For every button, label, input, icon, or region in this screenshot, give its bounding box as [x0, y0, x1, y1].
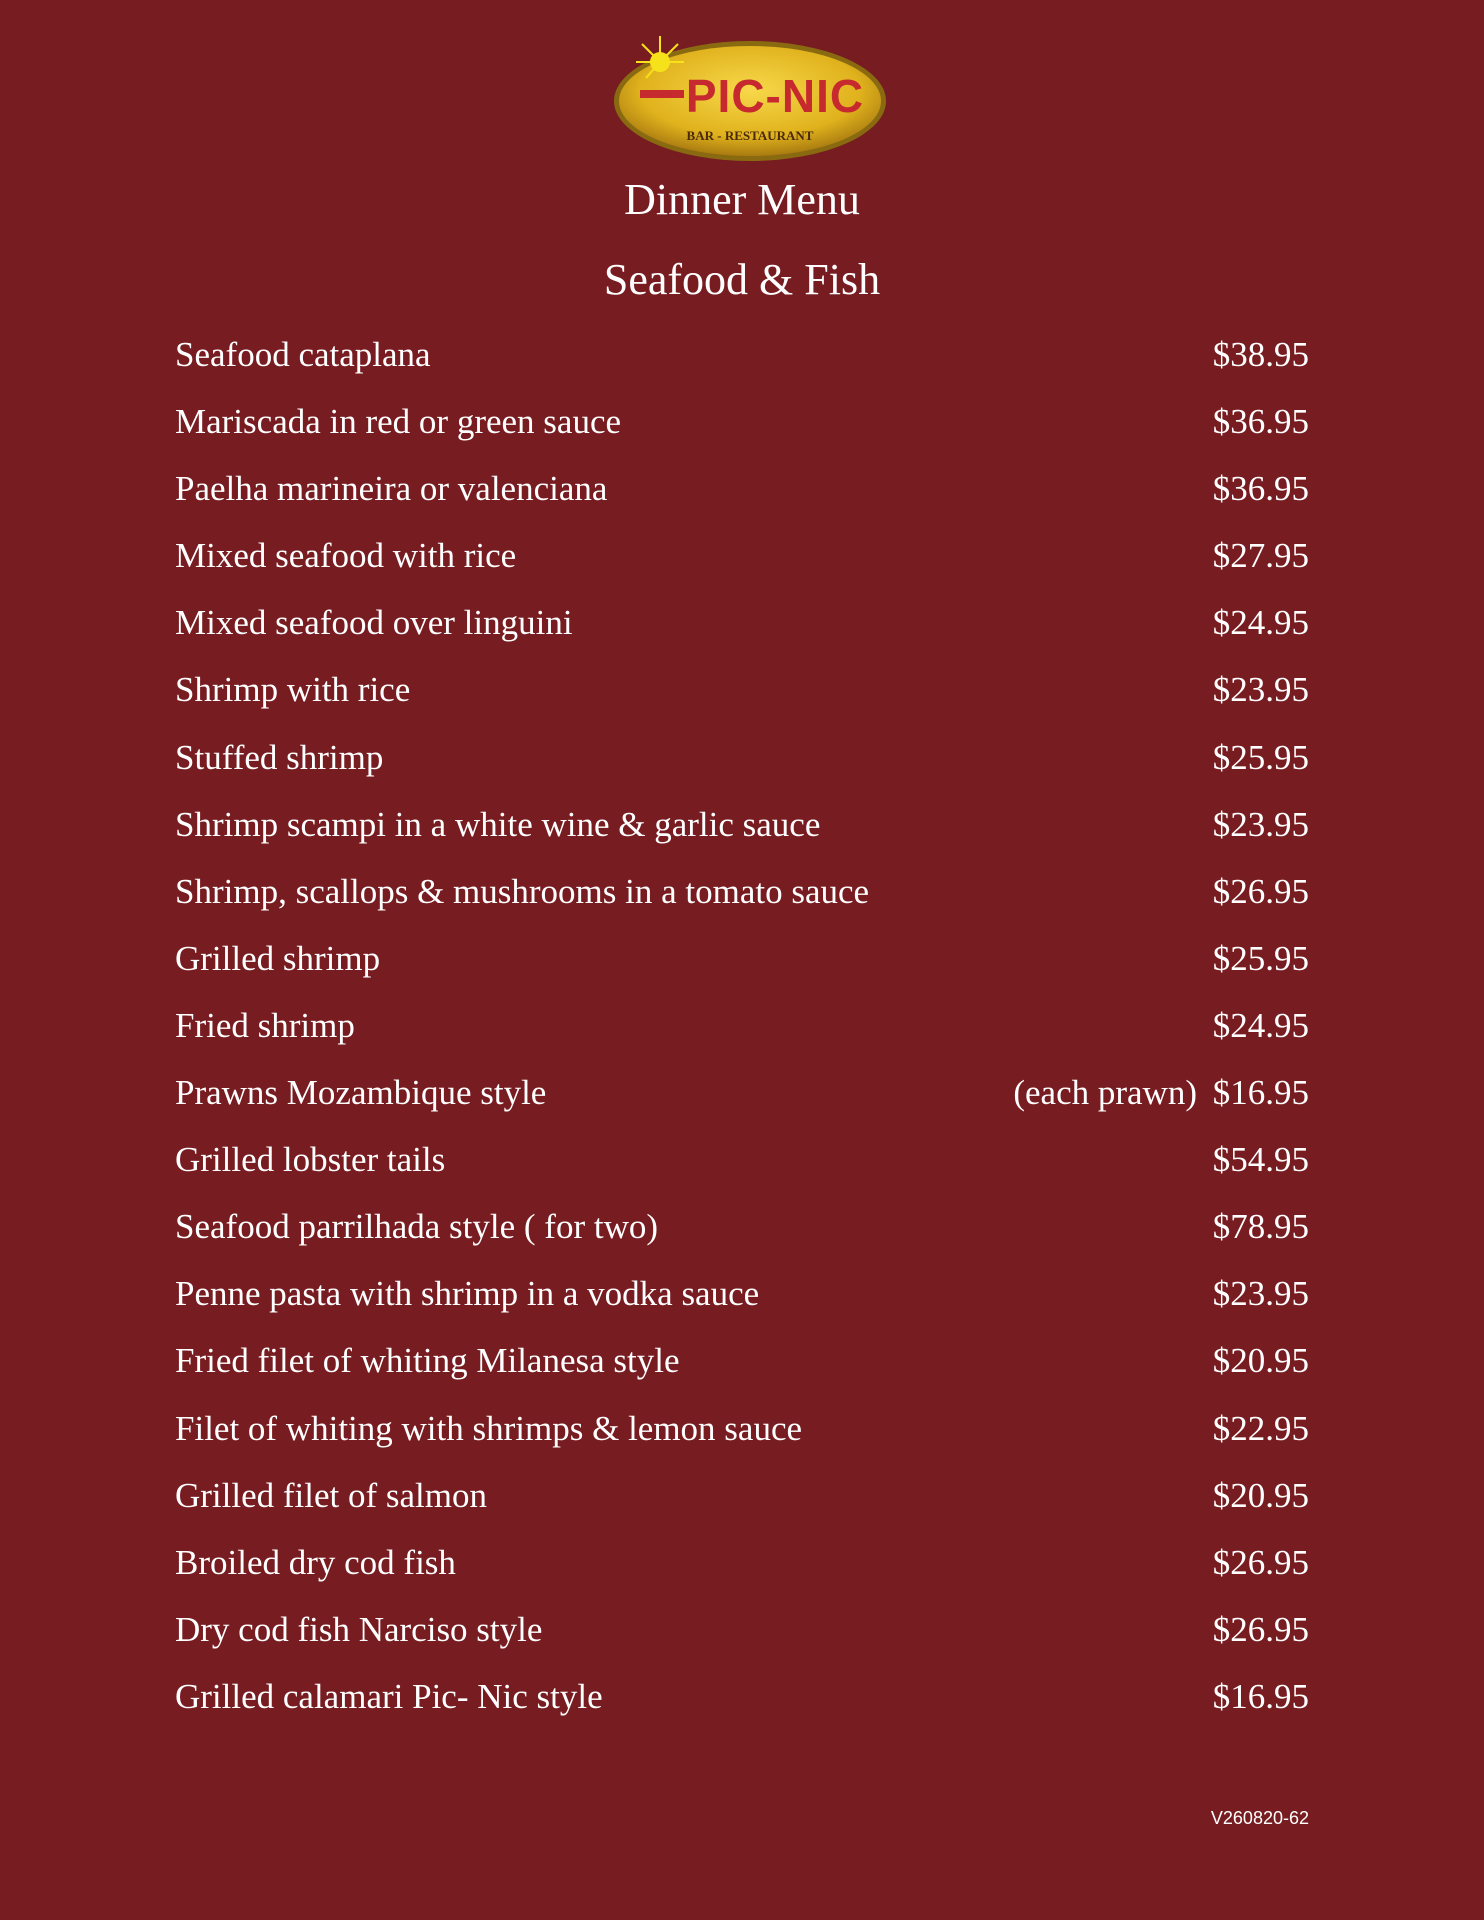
menu-item-price: $20.95 [1212, 1341, 1309, 1381]
menu-item-price: $22.95 [1212, 1408, 1309, 1448]
menu-item-price: $16.95 [1212, 1073, 1309, 1113]
menu-item-price: $25.95 [1212, 737, 1309, 777]
menu-item-name: Grilled shrimp [175, 938, 381, 978]
menu-item [175, 1406, 1309, 1473]
menu-item-name: Fried shrimp [175, 1005, 355, 1045]
menu-item-name: Filet of whiting with shrimps & lemon sauce [175, 1408, 803, 1448]
menu-item-name: Mixed seafood with rice [175, 536, 517, 576]
menu-item-name: Broiled dry cod fish [175, 1542, 456, 1582]
menu-item-name: Seafood cataplana [175, 335, 431, 374]
menu-item [175, 600, 1309, 667]
menu-item [175, 802, 1309, 869]
menu-item [175, 1674, 1309, 1741]
menu-item [175, 466, 1309, 533]
menu-item-price: $78.95 [1212, 1207, 1309, 1247]
menu-item [175, 667, 1309, 734]
menu-item-name: Shrimp, scallops & mushrooms in a tomato sauce [175, 871, 870, 911]
menu-item [175, 533, 1309, 600]
menu-item [175, 1607, 1309, 1674]
menu-item-price: $23.95 [1212, 1274, 1309, 1314]
version-code: V260820-62 [1210, 1808, 1309, 1828]
menu-item-name: Shrimp scampi in a white wine & garlic sauce [175, 804, 821, 844]
menu-item-price: $16.95 [1212, 1676, 1309, 1716]
menu-item-price: $26.95 [1212, 1542, 1309, 1582]
menu-item-name: Grilled lobster tails [175, 1140, 446, 1180]
menu-item-name: Shrimp with rice [175, 670, 411, 710]
menu-item-price: $26.95 [1212, 871, 1309, 911]
menu-item-price: $27.95 [1212, 536, 1309, 576]
menu-item [175, 1003, 1309, 1070]
menu-item [175, 1137, 1309, 1204]
menu-item-price: $23.95 [1212, 804, 1309, 844]
menu-list [175, 332, 1309, 1741]
menu-item-price: $24.95 [1212, 1005, 1309, 1045]
page-title: Dinner Menu [624, 175, 860, 224]
menu-item-price: $25.95 [1212, 938, 1309, 978]
menu-item [175, 936, 1309, 1003]
menu-item-name: Paelha marineira or valenciana [175, 469, 608, 509]
menu-item-name: Prawns Mozambique style [175, 1073, 547, 1113]
menu-item-price: $38.95 [1212, 335, 1309, 374]
menu-item-price: $36.95 [1212, 469, 1309, 509]
menu-item-name: Seafood parrilhada style ( for two) [175, 1207, 659, 1247]
menu-item [175, 1070, 1309, 1137]
menu-item-note: (each prawn) [1013, 1073, 1197, 1113]
menu-item-price: $24.95 [1212, 603, 1309, 643]
menu-item [175, 1204, 1309, 1271]
restaurant-logo [600, 26, 900, 166]
menu-item [175, 1540, 1309, 1607]
menu-item-name: Penne pasta with shrimp in a vodka sauce [175, 1274, 760, 1314]
menu-item [175, 332, 1309, 399]
menu-item-price: $36.95 [1212, 402, 1309, 442]
menu-item-name: Grilled calamari Pic- Nic style [175, 1676, 603, 1716]
menu-item-name: Mariscada in red or green sauce [175, 402, 622, 442]
menu-item [175, 399, 1309, 466]
section-title: Seafood & Fish [603, 255, 881, 304]
menu-item [175, 1473, 1309, 1540]
menu-item-price: $54.95 [1212, 1140, 1309, 1180]
menu-item-name: Fried filet of whiting Milanesa style [175, 1341, 680, 1381]
svg-text:PIC-NIC: PIC-NIC [685, 70, 865, 122]
menu-item-name: Mixed seafood over linguini [175, 603, 573, 643]
menu-item [175, 869, 1309, 936]
menu-item [175, 1271, 1309, 1338]
menu-item [175, 1338, 1309, 1405]
menu-item-price: $23.95 [1212, 670, 1309, 710]
menu-item-name: Stuffed shrimp [175, 737, 384, 777]
menu-item-name: Grilled filet of salmon [175, 1475, 488, 1515]
menu-item-price: $26.95 [1212, 1609, 1309, 1649]
menu-item [175, 735, 1309, 802]
svg-text:BAR - RESTAURANT: BAR - RESTAURANT [686, 128, 814, 143]
menu-item-price: $20.95 [1212, 1475, 1309, 1515]
menu-item-name: Dry cod fish Narciso style [175, 1609, 543, 1649]
